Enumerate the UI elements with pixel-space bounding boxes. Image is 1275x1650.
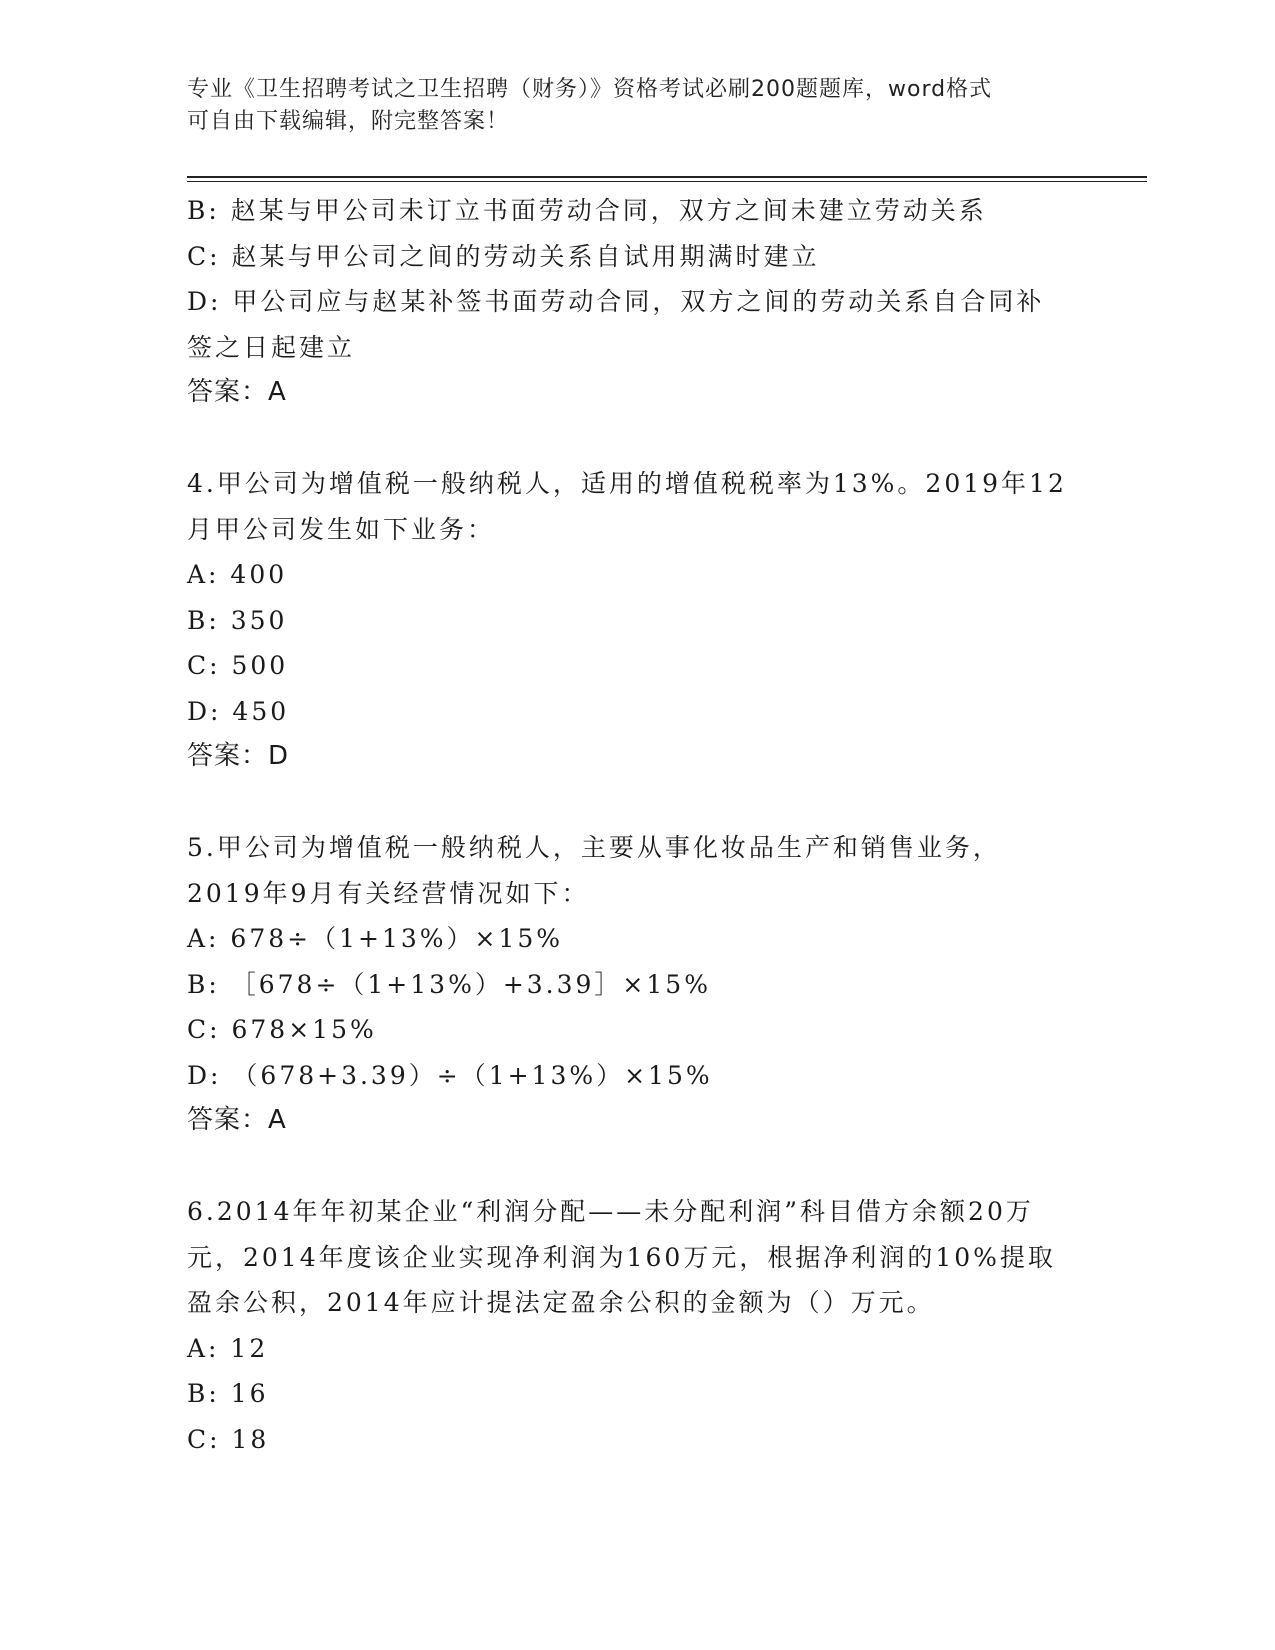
q6-option-c: C: 18 xyxy=(187,1424,270,1454)
q5-option-d: D: （678+3.39）÷（1+13%）×15% xyxy=(187,1060,713,1090)
q4-option-b: B: 350 xyxy=(187,605,288,635)
q3-option-b: B: 赵某与甲公司未订立书面劳动合同，双方之间未建立劳动关系 xyxy=(187,196,987,225)
header-title-line-1: 专业《卫生招聘考试之卫生招聘（财务）》资格考试必刷200题题库，word格式 xyxy=(187,77,993,102)
q4-stem-line-1: 4.甲公司为增值税一般纳税人，适用的增值税税率为13%。2019年12 xyxy=(187,469,1067,498)
q4-option-c: C: 500 xyxy=(187,651,289,680)
header-divider-thick xyxy=(187,176,1147,178)
q3-option-c: C: 赵某与甲公司之间的劳动关系自试用期满时建立 xyxy=(187,241,820,271)
q3-answer: 答案：A xyxy=(187,377,287,407)
question-content xyxy=(187,188,1087,1462)
q6-option-a: A: 12 xyxy=(187,1333,269,1363)
q3-option-d-line-2: 签之日起建立 xyxy=(187,332,356,362)
q6-stem-line-1: 6.2014年年初某企业“利润分配——未分配利润”科目借方余额20万 xyxy=(187,1197,1034,1226)
page-header xyxy=(187,74,1067,138)
spacer xyxy=(187,416,1087,462)
q5-stem-line-2: 2019年9月有关经营情况如下： xyxy=(187,878,590,908)
q5-option-c: C: 678×15% xyxy=(187,1015,377,1044)
header-title-line-2: 可自由下载编辑，附完整答案！ xyxy=(187,109,510,134)
q4-stem-line-2: 月甲公司发生如下业务： xyxy=(187,514,496,544)
q6-stem-line-2: 元，2014年度该企业实现净利润为160万元，根据净利润的10%提取 xyxy=(187,1242,1056,1272)
q5-option-a: A: 678÷（1+13%）×15% xyxy=(187,924,564,953)
q4-option-a: A: 400 xyxy=(187,560,288,589)
spacer xyxy=(187,780,1087,826)
spacer xyxy=(187,1144,1087,1190)
question-5 xyxy=(187,825,1087,1144)
q4-answer: 答案：D xyxy=(187,741,290,771)
q4-option-d: D: 450 xyxy=(187,696,290,726)
q5-option-b: B: ［678÷（1+13%）+3.39］×15% xyxy=(187,969,711,999)
q6-option-b: B: 16 xyxy=(187,1379,269,1408)
q5-answer: 答案：A xyxy=(187,1105,287,1135)
q5-stem-line-1: 5.甲公司为增值税一般纳税人，主要从事化妆品生产和销售业务， xyxy=(187,833,1001,862)
q6-stem-line-3: 盈余公积，2014年应计提法定盈余公积的金额为（）万元。 xyxy=(187,1288,935,1317)
q3-option-d-line-1: D: 甲公司应与赵某补签书面劳动合同，双方之间的劳动关系自合同补 xyxy=(187,287,1045,316)
question-4 xyxy=(187,461,1087,780)
header-divider-thin xyxy=(187,181,1147,182)
question-3 xyxy=(187,188,1087,416)
question-6 xyxy=(187,1189,1087,1462)
